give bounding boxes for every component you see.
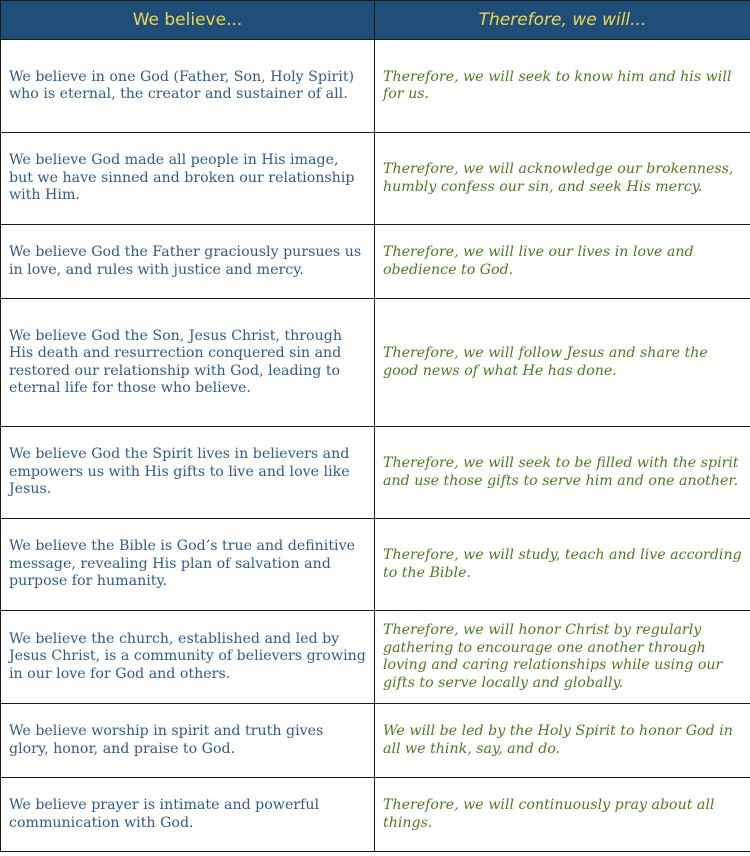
table-row — [1, 133, 750, 225]
header-we-believe: We believe... — [1, 1, 375, 40]
belief-cell: We believe God the Father graciously pursues us in love, and rules with justice and mercy. — [1, 225, 375, 299]
action-cell: We will be led by the Holy Spirit to honor God in all we think, say, and do. — [375, 704, 750, 778]
table-row — [1, 704, 750, 778]
table-row — [1, 299, 750, 427]
belief-cell: We believe God made all people in His image, but we have sinned and broken our relationship with Him. — [1, 133, 375, 225]
action-cell: Therefore, we will study, teach and live according to the Bible. — [375, 519, 750, 611]
table-row — [1, 427, 750, 519]
action-cell: Therefore, we will honor Christ by regularly gathering to encourage one another through loving and caring relationships while using our gifts to serve locally and globally. — [375, 611, 750, 704]
action-cell: Therefore, we will continuously pray about all things. — [375, 778, 750, 852]
action-cell: Therefore, we will acknowledge our brokenness, humbly confess our sin, and seek His mercy. — [375, 133, 750, 225]
belief-cell: We believe God the Spirit lives in believers and empowers us with His gifts to live and love like Jesus. — [1, 427, 375, 519]
table-row — [1, 225, 750, 299]
action-cell: Therefore, we will live our lives in love and obedience to God. — [375, 225, 750, 299]
belief-cell: We believe prayer is intimate and powerful communication with God. — [1, 778, 375, 852]
belief-cell: We believe the church, established and led by Jesus Christ, is a community of believers growing in our love for God and others. — [1, 611, 375, 704]
table-row — [1, 519, 750, 611]
table-row — [1, 611, 750, 704]
belief-cell: We believe worship in spirit and truth gives glory, honor, and praise to God. — [1, 704, 375, 778]
belief-cell: We believe in one God (Father, Son, Holy Spirit) who is eternal, the creator and sustainer of all. — [1, 40, 375, 133]
header-row — [1, 1, 750, 40]
action-cell: Therefore, we will seek to be filled with the spirit and use those gifts to serve him and one another. — [375, 427, 750, 519]
table-row — [1, 778, 750, 852]
belief-cell: We believe God the Son, Jesus Christ, through His death and resurrection conquered sin and restored our relationship with God, leading to eternal life for those who believe. — [1, 299, 375, 427]
action-cell: Therefore, we will seek to know him and his will for us. — [375, 40, 750, 133]
action-cell: Therefore, we will follow Jesus and share the good news of what He has done. — [375, 299, 750, 427]
belief-cell: We believe the Bible is God’s true and definitive message, revealing His plan of salvation and purpose for humanity. — [1, 519, 375, 611]
table-row — [1, 40, 750, 133]
header-therefore-we-will: Therefore, we will... — [375, 1, 750, 40]
